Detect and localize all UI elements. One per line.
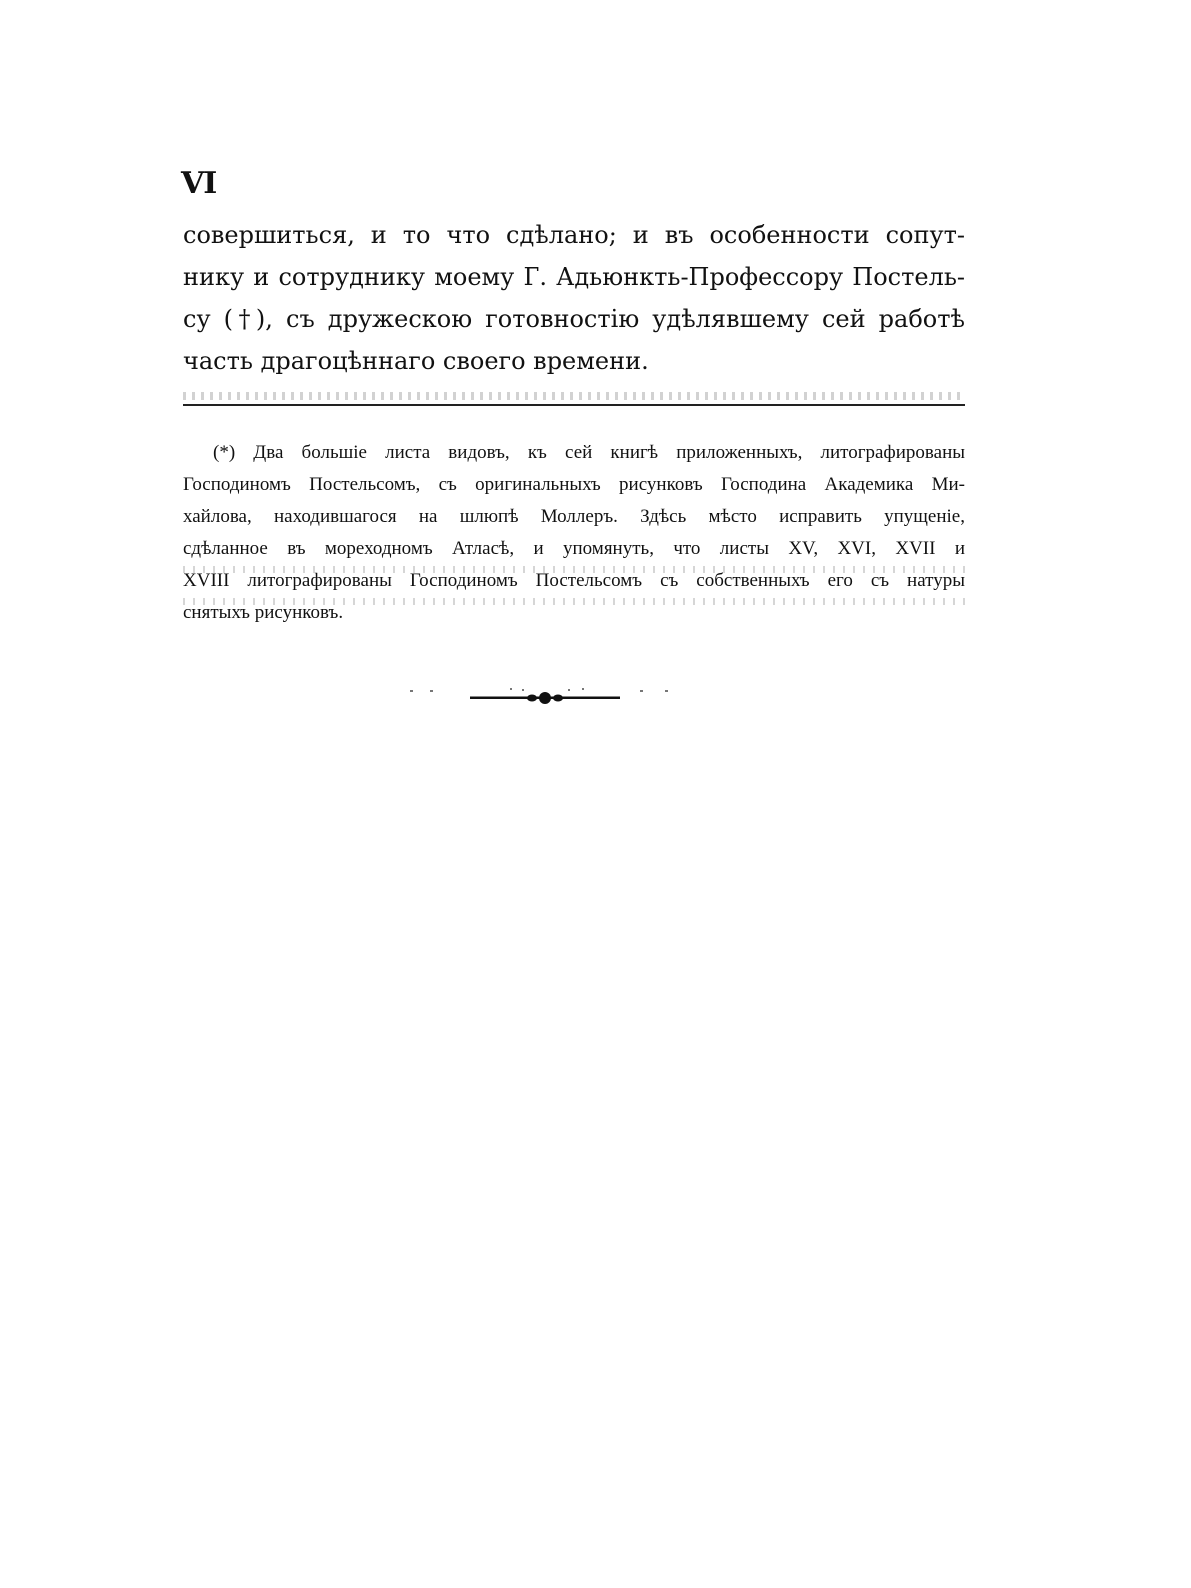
body-paragraph — [183, 214, 965, 382]
bleed-through-marks — [183, 392, 965, 400]
footnote-separator-rule — [183, 404, 965, 406]
ornament-divider — [410, 684, 680, 712]
footnote-line: сдѣланное въ мореходномъ Атласѣ, и упомянуть, что листы XV, XVI, XVII и — [183, 538, 965, 559]
bleed-through-marks — [183, 598, 965, 605]
footnote-line: хайлова, находившагося на шлюпѣ Моллеръ. Здѣсь мѣсто исправить упущеніе, — [183, 506, 965, 527]
footnote-line: (*) Два большіе листа видовъ, къ сей книгѣ приложенныхъ, литографированы — [213, 442, 965, 463]
bleed-through-marks — [183, 566, 965, 573]
body-line: часть драгоцѣннаго своего времени. — [183, 347, 649, 375]
footnote-line: снятыхъ рисунковъ. — [183, 602, 344, 623]
footnote-line: Господиномъ Постельсомъ, съ оригинальныхъ рисунковъ Господина Академика Ми- — [183, 474, 965, 495]
body-line: су (†), съ дружескою готовностію удѣлявшему сей работѣ — [183, 305, 965, 333]
footnote-line: XVIII литографированы Господиномъ Постельсомъ съ собственныхъ его съ натуры — [183, 570, 965, 591]
body-line: нику и сотруднику моему Г. Адьюнкть-Профессору Постель- — [183, 263, 965, 291]
page-number: VI — [181, 166, 217, 201]
body-line: совершиться, и то что сдѣлано; и въ особенности сопут- — [183, 221, 965, 249]
